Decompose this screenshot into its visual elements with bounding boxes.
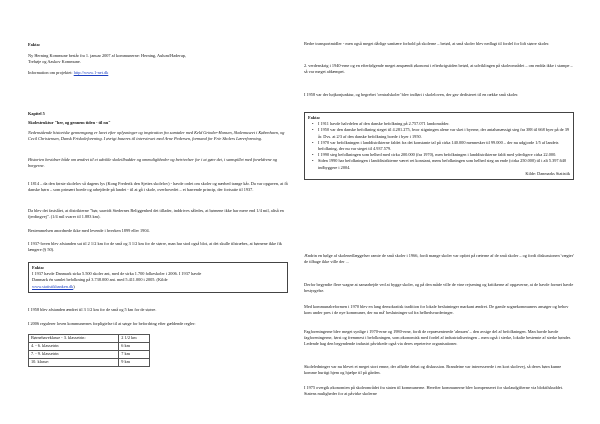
paragraph-distrikter: Da blev det fastslået, at distrikterne "bør, saavidt Stedernes Beliggenhed det tillader, inddrives således, at børnene ikke har mere end 1/4 mil, altså en fjerdingvej". (1/4 mil svarer til 1.883 km).	[28, 208, 284, 220]
fakta1-info	[28, 70, 290, 76]
fakta-bullet-item: • I 1911 havde halvdelen af den danske befolkning på 2.757.071 landområder.	[318, 121, 570, 127]
paragraph-skoleledninger: Skoleledninger var nu blevet et meget stort emne, der affødte debat og diskussion. Brandeine var interesserede i en kort skolevej, så deres børn kunne komme hurtigt hjem og hjælpe til på gården.	[304, 364, 562, 376]
paragraph-verdenskrig: 2. verdenskrig i 1940-erne og en efterfølgende meget anspændt økonomi i efterkrigstiden betød, at udviklingen på skoleområdet – om endda ikke i stampe – så var meget afdæmpet.	[304, 63, 573, 75]
distance-label-cell: Børnehaveklasse - 3. klassetrin:	[29, 335, 119, 343]
fakta1-info-prefix: Information om projektet:	[28, 70, 74, 75]
paragraph-2006: I 2006 regulerer loven kommunernes forpligtelse til at sørge for befordring efter gældende regler:	[28, 321, 196, 326]
fakta2-title: Fakta:	[32, 265, 45, 270]
paragraph-1958: I 1958 blev afstanden ændret til 3 1/2 km for de små og 5 km for de større.	[28, 307, 157, 312]
distance-table-row	[29, 351, 150, 359]
paragraph-samarbejde: Derfor begyndte flere wagne at samarbejde ved at bygge skoler, og på den måde ville de vine rejsening og kritikerne af opgaverne, at de havde formet havde bestyrgelse.	[304, 282, 574, 294]
paragraph-1814: I 1814 – da den første skolelov så dagens lys (Kong Frederik den Sjettes skolelov) - havde ordet om skoler og nærhed trange kår. Da var opgaven, at få danske børn – som primært boede og arbejdede på landet - til at gå i skole, overhovedet – et barrende princip, der fortsatte til 1937.	[28, 181, 288, 193]
fakta-box-1937	[28, 262, 288, 293]
fakta-bullet-item: • Siden 1990 har befolkningen i landdistrikterne været ret konstant, mens befolkningen som helhed steg an ende (cirka 250.000) til i alt 5.397.640 indbyggere i 2004.	[318, 158, 570, 170]
fakta2-line2: Danmark én samlet befolkning på 3.738.000 ant. med 5.411.000 i 2005. (Kilde	[32, 277, 168, 283]
fakta-bullet-item: • I 1950 var den danske befolkning steget til 4.281.275, hvor stigningen alene var sket i byerne, der antalsmæssigt steg fra 388 til 668 byer på de 39 år. Dvs. at 2/3 af den danske befolkning boede i byer i 1950.	[318, 127, 570, 139]
paragraph-kommunalreform: Med kommunalreformen i 1970 blev en lang demokratisk tradition for lokale beslutninger markant ændret. De gamle sognekommuners ansøger og behov kom under pres i de nye kommuner, der nu må' beslutninger ud fra helhedsvurderinger.	[304, 304, 569, 316]
paragraph-fagforeninger: Fagforeningerne blev meget synlige i 1970-erne og 1980-erne, fordi de repræsenterede 'almuen' – den avsige del af befolkningen. Man havde havde fagforeningerne, først og fremmest i befolkningen, som økonomisk med fordel af industrialiseringen – men også i sterke, lokalte bestemte af sterke bønder. Ledende hag den begyndende industri påvirkede også via deres repeterive organisationer.	[304, 329, 571, 347]
fakta2-link-row	[32, 284, 284, 290]
distance-label-cell: 7. - 9. klassetrin	[29, 351, 119, 359]
distance-value-cell: 9 km	[119, 359, 150, 367]
distance-table	[28, 334, 150, 367]
chapter-label: Kapitel 5	[28, 111, 45, 116]
paragraph-1975: I 1975 overgik økonomien på skoleområdet fra staten til kommunerne. Herefter kommunerne blev kompenseret for skolaudgifterne via bloktilskuddet. Statens muligheder for at påvirke skolerne	[304, 385, 563, 397]
distance-value-cell: 2 1/2 km	[119, 335, 150, 343]
distance-value-cell: 7 km	[119, 351, 150, 359]
fakta1-line2: Trehøje og Aaskov Kommune.	[28, 59, 81, 64]
fakta-bullet-list	[308, 121, 570, 171]
intro-italic-2: Historien bevidner både om ændret til et udvikle skoleilbudder og ommulighheder og betrivelser for i at gøre det, i samspillet med forældrenе og borgerne.	[28, 157, 278, 169]
paragraph-1958-centralskoler: I 1958 var der højkonjunktur, og begrebet 'centralskoler' blev indført i skoleloven, der gav dedisteret til en række små skoler.	[304, 92, 519, 97]
paragraph-bolge: Ændrin en bølge af skolenedlæggelser ramte de små skoler i 1966, fordi mange skoler var opført på ræterne af de små skoler – og fordi diskussionen 'vægter' de tilbage ikke ville der ...	[304, 253, 574, 265]
paragraph-1937: I 1937-loven blev afstanden sat til 2 1/2 km for de små og 3 1/2 km for de større, man har stod også blot, at det skulle tilstræbes, at børnene ikke fik længere (§ 50).	[28, 241, 282, 253]
fakta-bullet-item: • I 1970 var befolkningen i landdistrikterne faldet fra det konstante tal på cirka 140.000 mennesker til 99.000 – der nu udgjorde 1/5 af landets befolkning, der nu var steget til 4.937.579.	[318, 140, 570, 152]
distance-table-body	[29, 335, 150, 367]
fakta1-title: Fakta:	[28, 42, 41, 47]
fakta2-close: )	[73, 283, 75, 289]
paragraph-transport: Bedre transportmidler - men også meget dårlige sanitære forhold på skolerne – betød, at små skoler blev nedlagt til fordel for lidt større skoler.	[304, 41, 550, 46]
section-title: Skolestruktur "her, og gennem tiden - til nu"	[28, 120, 111, 125]
distance-table-row	[29, 335, 150, 343]
distance-value-cell: 6 km	[119, 343, 150, 351]
distance-label-cell: 10. klasse:	[29, 359, 119, 367]
project-info-link[interactable]: http://www.1-net.dk	[73, 70, 109, 75]
fakta-bullet-item: • I 1990 steg befolkningen som helhed med cirka 200.000 (fra 1970), men befolkningen i landdistrikterne faldt med yderligere cirka 22.000.	[318, 152, 570, 158]
distance-table-row	[29, 343, 150, 351]
fakta1-line1: Ny Herning Kommune består fra 1. januar 2007 af kommunerne: Herning, Aulum/Haderup,	[28, 53, 186, 58]
fakta2-line1: I 1937 havde Danmark sirka 5.500 skoler ant, med de sirka 1.700 folkeskoler i 2006. I 1937 havde	[32, 271, 202, 277]
paragraph-bestemmelse: Bestemmelsen anordnede ikke med levende i hverken 1899 eller 1904.	[28, 228, 150, 233]
fakta-box-befolkning	[304, 112, 574, 180]
distance-label-cell: 4. - 6. klassetrin	[29, 343, 119, 351]
fakta-source: Kilde: Danmarks Statistik	[525, 170, 570, 176]
fakta-title: Fakta:	[308, 115, 321, 120]
distance-table-row	[29, 359, 150, 367]
statistikbanken-link[interactable]: www.statistikbanken.dk	[32, 283, 74, 289]
intro-italic: Nedenstående historiske gennemgang er lavet efter oplysninger og inspiration fra samtaler med Keld Grinder-Hansen, Skolemuseet i København, og Cecil Christensen, Dansk Friskoleforening. I øvrigt baseres til interviewet med Arne Pedersen, formand for Frie Skolers Lærerforening.	[28, 130, 285, 142]
